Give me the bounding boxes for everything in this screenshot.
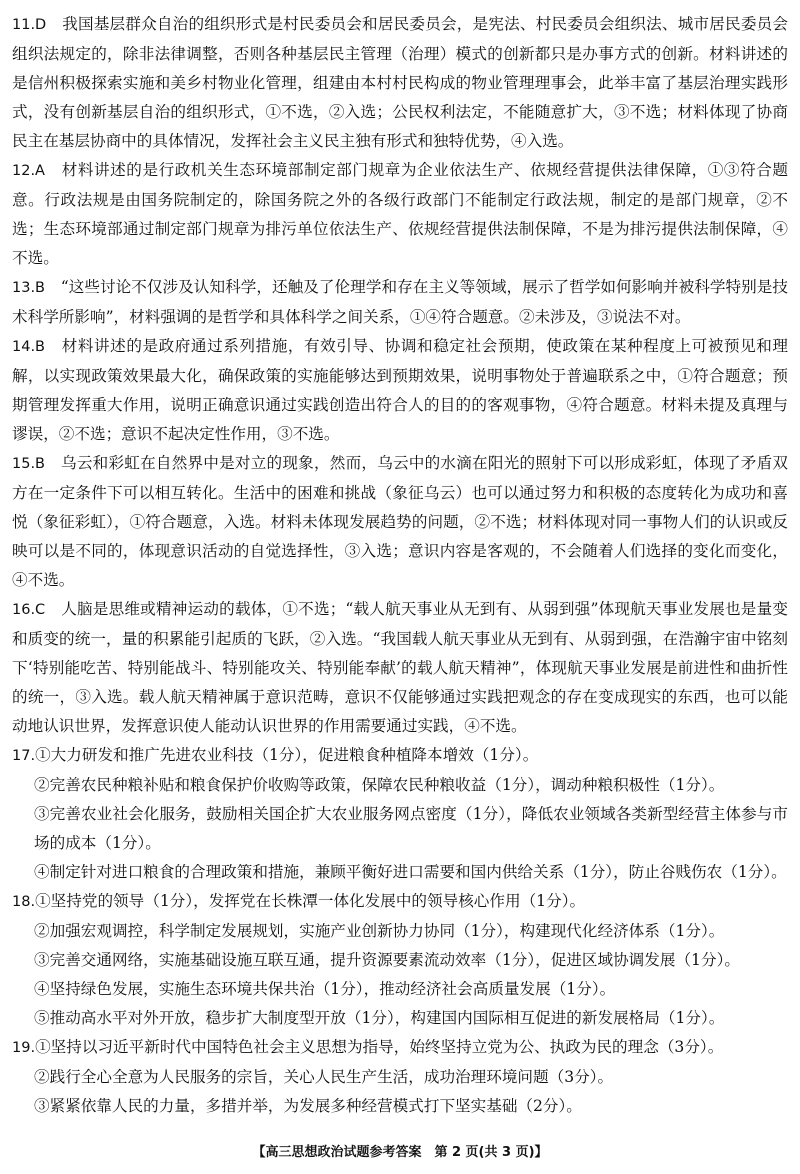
answer-number: 14.B [12,339,46,355]
answer-17-point-3 [12,800,788,858]
answer-text: ①坚持以习近平新时代中国特色社会主义思想为指导，始终坚持立党为公、执政为民的理念（3分）。 [35,1038,724,1056]
page-footer: 【高三思想政治试题参考答案 第 2 页(共 3 页)】 [252,1145,548,1160]
answer-18-point-1 [12,887,788,917]
answer-11 [12,10,788,156]
answer-number: 11.D [12,17,47,33]
answer-text: ③完善农业社会化服务，鼓励相关国企扩大农业服务网点密度（1分），降低农业领域各类新型经营主体参与市场的成本（1分）。 [34,805,788,852]
answer-15 [12,449,788,595]
answer-text: ①大力研发和推广先进农业科技（1分），促进粮食种植降本增效（1分）。 [35,746,539,764]
answer-text: ③紧紧依靠人民的力量，多措并举，为发展多种经营模式打下坚实基础（2分）。 [34,1097,582,1115]
answer-16 [12,595,788,741]
answer-number: 18. [12,894,36,910]
answer-17-point-2 [12,771,788,800]
answer-12 [12,156,788,273]
answer-text: 人脑是思维或精神运动的载体，①不选；“载人航天事业从无到有、从弱到强”体现航天事业发展也是量变和质变的统一，量的积累能引起质的飞跃，②入选。“我国载人航天事业从无到有、从弱到强，在浩瀚宇宙中铭刻下‘特别能吃苦、特别能战斗、特别能攻关、特别能奉献’的载人航天精神”，体现航天事业发展是前进性和曲折性的统一，③入选。载人航天精神属于意识范畴，意识不仅能够通过实践把观念的存在变成现实的东西，也可以能动地认识世界，发挥意识使人能动认识世界的作用需要通过实践，④不选。 [12,600,788,735]
answer-text: ②完善农民种粮补贴和粮食保护价收购等政策，保障农民种粮收益（1分），调动种粮积极性（1分）。 [34,776,725,794]
answer-text: ②践行全心全意为人民服务的宗旨，关心人民生产生活，成功治理环境问题（3分）。 [34,1068,614,1086]
answer-18-point-2 [12,917,788,946]
answer-17-point-1 [12,741,788,771]
answer-number: 19. [12,1040,36,1056]
answer-19-point-3 [12,1092,788,1121]
answer-text: ①坚持党的领导（1分），发挥党在长株潭一体化发展中的领导核心作用（1分）。 [35,892,586,910]
answer-number: 15.B [12,456,46,472]
answer-text: ④坚持绿色发展，实施生态环境共保共治（1分），推动经济社会高质量发展（1分）。 [34,980,616,998]
answer-list [12,10,788,1121]
answer-18-point-5 [12,1004,788,1033]
answer-text: 材料讲述的是行政机关生态环境部制定部门规章为企业依法生产、依规经营提供法律保障，①③符合题意。行政法规是由国务院制定的，除国务院之外的各级行政部门不能制定行政法规，制定的是部门规章，②不选；生态环境部通过制定部门规章为排污单位依法生产、依规经营提供法制保障，不是为排污提供法制保障，④不选。 [12,161,788,267]
answer-text: ④制定针对进口粮食的合理政策和措施，兼顾平衡好进口需要和国内供给关系（1分），防止谷贱伤农（1分）。 [34,863,787,881]
answer-19-point-2 [12,1063,788,1092]
answer-text: 乌云和彩虹在自然界中是对立的现象，然而，乌云中的水滴在阳光的照射下可以形成彩虹，体现了矛盾双方在一定条件下可以相互转化。生活中的困难和挑战（象征乌云）也可以通过努力和积极的态度转化为成功和喜悦（象征彩虹），①符合题意，入选。材料未体现发展趋势的问题，②不选；材料体现对同一事物人们的认识或反映可以是不同的，体现意识活动的自觉选择性，③入选；意识内容是客观的，不会随着人们选择的变化而变化，④不选。 [12,454,788,589]
answer-18-point-3 [12,946,788,975]
answer-number: 12.A [12,163,45,179]
answer-text: ③完善交通网络，实施基础设施互联互通，提升资源要素流动效率（1分），促进区域协调发展（1分）。 [34,951,740,969]
answer-14 [12,332,788,449]
answer-number: 13.B [12,280,46,296]
answer-17-point-4 [12,858,788,887]
answer-text: 我国基层群众自治的组织形式是村民委员会和居民委员会，是宪法、村民委员会组织法、城市居民委员会组织法规定的，除非法律调整，否则各种基层民主管理（治理）模式的创新都只是办事方式的创新。材料讲述的是信州积极探索实施和美乡村物业化管理，组建由本村村民构成的物业管理理事会，此举丰富了基层治理实践形式，没有创新基层自治的组织形式，①不选，②入选；公民权利法定，不能随意扩大，③不选；材料体现了协商民主在基层协商中的具体情况，发挥社会主义民主独有形式和独特优势，④入选。 [12,15,788,150]
answer-number: 17. [12,748,36,764]
answer-19-point-1 [12,1033,788,1063]
answer-13 [12,273,788,332]
answer-text: ②加强宏观调控，科学制定发展规划，实施产业创新协力协同（1分），构建现代化经济体系（1分）。 [34,922,725,940]
answer-number: 16.C [12,602,46,618]
answer-text: ⑤推动高水平对外开放，稳步扩大制度型开放（1分），构建国内国际相互促进的新发展格局（1分）。 [34,1009,725,1027]
answer-text: 材料讲述的是政府通过系列措施，有效引导、协调和稳定社会预期，使政策在某种程度上可被预见和理解，以实现政策效果最大化，确保政策的实施能够达到预期效果，说明事物处于普遍联系之中，①符合题意；预期管理发挥重大作用，说明正确意识通过实践创造出符合人的目的的客观事物，④符合题意。材料未提及真理与谬误，②不选；意识不起决定性作用，③不选。 [12,337,788,443]
answer-18-point-4 [12,975,788,1004]
answer-text: “这些讨论不仅涉及认知科学，还触及了伦理学和存在主义等领域，展示了哲学如何影响并被科学特别是技术科学所影响”，材料强调的是哲学和具体科学之间关系，①④符合题意。②未涉及，③说法不对。 [12,278,788,326]
